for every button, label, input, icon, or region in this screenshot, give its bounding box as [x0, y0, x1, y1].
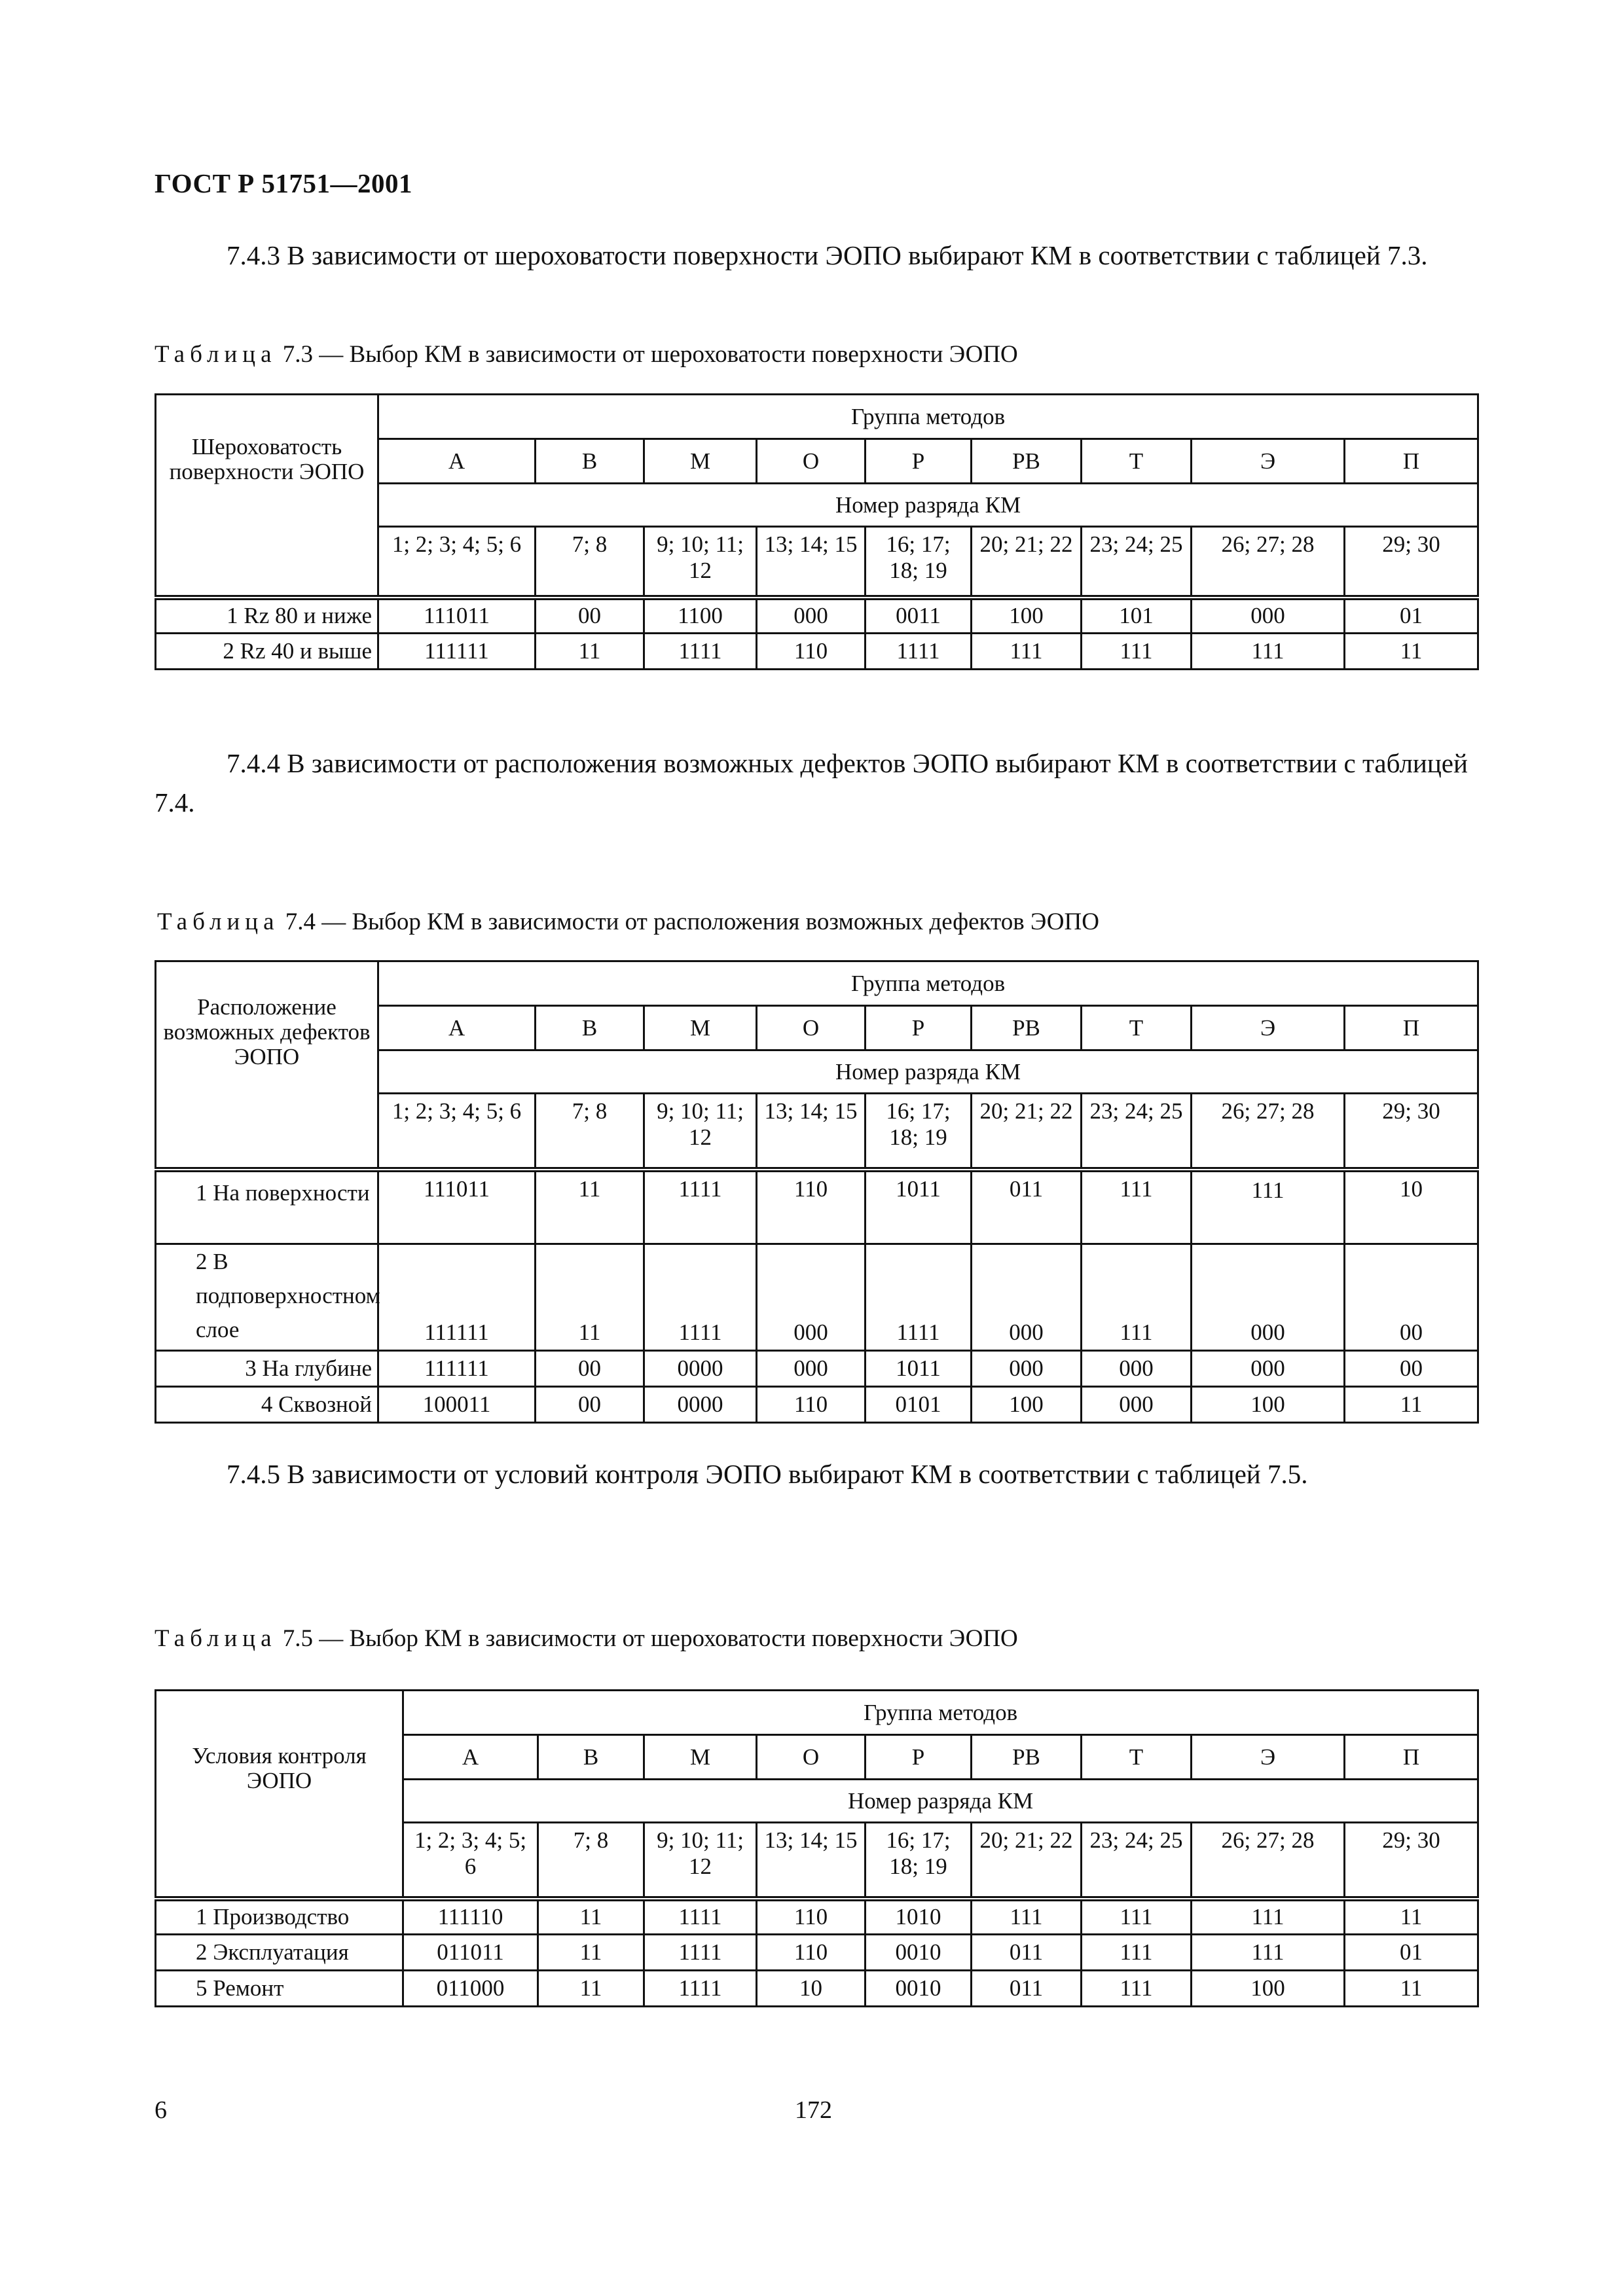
row-label: 4 Сквозной	[156, 1387, 378, 1423]
code-cell: 7; 8	[536, 527, 644, 598]
code-cell: 7; 8	[538, 1823, 644, 1899]
caption-text: 7.3 — Выбор КМ в зависимости от шероховатости поверхности ЭОПО	[282, 341, 1018, 368]
value-cell: 000	[1082, 1351, 1192, 1387]
value-cell: 0010	[866, 1935, 972, 1971]
group-rv: РВ	[972, 1735, 1082, 1780]
group-header: Группа методов	[378, 961, 1478, 1006]
caption-text: 7.5 — Выбор КМ в зависимости от шероховатости поверхности ЭОПО	[282, 1625, 1018, 1652]
group-a: А	[403, 1735, 538, 1780]
value-cell: 0000	[644, 1387, 757, 1423]
group-t: Т	[1082, 1735, 1192, 1780]
group-header: Группа методов	[378, 395, 1478, 439]
code-cell: 13; 14; 15	[757, 1823, 866, 1899]
value-cell: 000	[972, 1244, 1082, 1351]
row-label: 1 На поверхности	[156, 1170, 378, 1244]
table-7-3-caption	[155, 340, 1018, 368]
value-cell: 1111	[866, 1244, 972, 1351]
table-7-5	[155, 1689, 1479, 2007]
value-cell: 00	[1345, 1244, 1478, 1351]
value-cell: 100	[1192, 1971, 1345, 2007]
value-cell: 00	[536, 598, 644, 634]
paragraph-7-4-5: 7.4.5 В зависимости от условий контроля ЭОПО выбирают КМ в соответствии с таблицей 7.5.	[227, 1459, 1308, 1489]
value-cell: 110	[757, 1935, 866, 1971]
paragraph-7-4-4: 7.4.4 В зависимости от расположения возможных дефектов ЭОПО выбирают КМ в соответствии с таблицей 7.4.	[155, 748, 1468, 817]
value-cell: 111	[1192, 1935, 1345, 1971]
group-m: М	[644, 439, 757, 484]
group-r: Р	[866, 1006, 972, 1050]
row-label: 1 Производство	[156, 1899, 403, 1935]
row-label: 2 В подповерхностном слое	[156, 1244, 378, 1351]
value-cell: 1111	[644, 1971, 757, 2007]
value-cell: 0010	[866, 1971, 972, 2007]
code-cell: 9; 10; 11; 12	[644, 1094, 757, 1170]
table-7-3	[155, 393, 1479, 670]
group-rv: РВ	[972, 439, 1082, 484]
value-cell: 000	[757, 598, 866, 634]
value-cell: 011000	[403, 1971, 538, 2007]
table-7-4-caption	[157, 908, 1099, 936]
value-cell: 111	[1082, 1244, 1192, 1351]
code-cell: 16; 17; 18; 19	[866, 1823, 972, 1899]
code-cell: 23; 24; 25	[1082, 1094, 1192, 1170]
value-cell: 000	[1192, 1351, 1345, 1387]
value-cell: 100	[972, 598, 1082, 634]
value-cell: 111011	[378, 598, 536, 634]
value-cell: 11	[536, 1244, 644, 1351]
group-a: А	[378, 439, 536, 484]
value-cell: 111	[1082, 634, 1192, 670]
code-cell: 23; 24; 25	[1082, 527, 1192, 598]
value-cell: 000	[757, 1244, 866, 1351]
group-t: Т	[1082, 1006, 1192, 1050]
table-row	[156, 598, 1478, 634]
table-row	[156, 1244, 1478, 1351]
table-row	[156, 1387, 1478, 1423]
group-e: Э	[1192, 1735, 1345, 1780]
group-v: В	[538, 1735, 644, 1780]
value-cell: 11	[538, 1935, 644, 1971]
value-cell: 100	[972, 1387, 1082, 1423]
value-cell: 11	[1345, 634, 1478, 670]
row-label: 1 Rz 80 и ниже	[156, 598, 378, 634]
table-row	[156, 1899, 1478, 1935]
value-cell: 11	[1345, 1899, 1478, 1935]
table-row	[156, 1971, 1478, 2007]
table-row	[156, 1351, 1478, 1387]
value-cell: 1111	[644, 1935, 757, 1971]
row-label: 3 На глубине	[156, 1351, 378, 1387]
value-cell: 110	[757, 1899, 866, 1935]
value-cell: 111	[1082, 1899, 1192, 1935]
value-cell: 110	[757, 1170, 866, 1244]
value-cell: 11	[536, 634, 644, 670]
group-e: Э	[1192, 439, 1345, 484]
group-e: Э	[1192, 1006, 1345, 1050]
group-t: Т	[1082, 439, 1192, 484]
code-cell: 29; 30	[1345, 527, 1478, 598]
table-row	[156, 1170, 1478, 1244]
value-cell: 111	[1082, 1971, 1192, 2007]
group-o: О	[757, 439, 866, 484]
group-r: Р	[866, 439, 972, 484]
row-label: 5 Ремонт	[156, 1971, 403, 2007]
value-cell: 000	[1082, 1387, 1192, 1423]
code-cell: 13; 14; 15	[757, 527, 866, 598]
value-cell: 01	[1345, 1935, 1478, 1971]
code-cell: 13; 14; 15	[757, 1094, 866, 1170]
value-cell: 0011	[866, 598, 972, 634]
value-cell: 111	[1082, 1935, 1192, 1971]
page-number-center: 172	[795, 2096, 832, 2124]
value-cell: 111	[1082, 1170, 1192, 1244]
value-cell: 1111	[866, 634, 972, 670]
row-label: 2 Rz 40 и выше	[156, 634, 378, 670]
value-cell: 1011	[866, 1351, 972, 1387]
value-cell: 111	[972, 634, 1082, 670]
stub-header: Расположение возможных дефектов ЭОПО	[156, 961, 378, 1170]
value-cell: 101	[1082, 598, 1192, 634]
code-cell: 1; 2; 3; 4; 5; 6	[403, 1823, 538, 1899]
group-header: Группа методов	[403, 1691, 1478, 1735]
value-cell: 11	[538, 1971, 644, 2007]
value-cell: 1111	[644, 1899, 757, 1935]
value-cell: 000	[1192, 1244, 1345, 1351]
value-cell: 10	[1345, 1170, 1478, 1244]
paragraph-7-4-3: 7.4.3 В зависимости от шероховатости поверхности ЭОПО выбирают КМ в соответствии с таблицей 7.3.	[227, 240, 1428, 270]
value-cell: 111111	[378, 1244, 536, 1351]
value-cell: 011	[972, 1971, 1082, 2007]
value-cell: 1100	[644, 598, 757, 634]
row-label: 2 Эксплуатация	[156, 1935, 403, 1971]
group-m: М	[644, 1735, 757, 1780]
table-row	[156, 1935, 1478, 1971]
code-cell: 26; 27; 28	[1192, 527, 1345, 598]
code-cell: 29; 30	[1345, 1823, 1478, 1899]
table-row	[156, 634, 1478, 670]
code-cell: 26; 27; 28	[1192, 1094, 1345, 1170]
code-cell: 26; 27; 28	[1192, 1823, 1345, 1899]
value-cell: 011	[972, 1170, 1082, 1244]
code-cell: 16; 17; 18; 19	[866, 527, 972, 598]
number-header: Номер разряда КМ	[403, 1780, 1478, 1823]
number-header: Номер разряда КМ	[378, 484, 1478, 527]
page-number-left: 6	[155, 2096, 167, 2124]
table-7-5-caption	[155, 1624, 1018, 1653]
code-cell: 20; 21; 22	[972, 1823, 1082, 1899]
value-cell: 111110	[403, 1899, 538, 1935]
group-r: Р	[866, 1735, 972, 1780]
value-cell: 1111	[644, 634, 757, 670]
code-cell: 16; 17; 18; 19	[866, 1094, 972, 1170]
code-cell: 20; 21; 22	[972, 527, 1082, 598]
value-cell: 000	[1192, 598, 1345, 634]
value-cell: 1010	[866, 1899, 972, 1935]
group-rv: РВ	[972, 1006, 1082, 1050]
code-cell: 23; 24; 25	[1082, 1823, 1192, 1899]
caption-label: Таблица	[155, 341, 277, 368]
group-m: М	[644, 1006, 757, 1050]
caption-label: Таблица	[157, 908, 280, 935]
value-cell: 011011	[403, 1935, 538, 1971]
stub-header: Условия контроля ЭОПО	[156, 1691, 403, 1899]
code-cell: 7; 8	[536, 1094, 644, 1170]
value-cell: 01	[1345, 598, 1478, 634]
code-cell: 9; 10; 11; 12	[644, 1823, 757, 1899]
value-cell: 111	[972, 1899, 1082, 1935]
value-cell: 111	[1192, 1899, 1345, 1935]
value-cell: 1111	[644, 1170, 757, 1244]
caption-text: 7.4 — Выбор КМ в зависимости от расположения возможных дефектов ЭОПО	[285, 908, 1099, 935]
group-v: В	[536, 439, 644, 484]
value-cell: 00	[536, 1351, 644, 1387]
value-cell: 111	[1192, 1170, 1345, 1244]
table-7-4	[155, 960, 1479, 1424]
code-cell: 20; 21; 22	[972, 1094, 1082, 1170]
value-cell: 011	[972, 1935, 1082, 1971]
value-cell: 100011	[378, 1387, 536, 1423]
value-cell: 11	[1345, 1971, 1478, 2007]
value-cell: 110	[757, 1387, 866, 1423]
value-cell: 1111	[644, 1244, 757, 1351]
number-header: Номер разряда КМ	[378, 1050, 1478, 1094]
value-cell: 111	[1192, 634, 1345, 670]
document-header: ГОСТ Р 51751—2001	[155, 168, 412, 198]
group-p: П	[1345, 1735, 1478, 1780]
value-cell: 10	[757, 1971, 866, 2007]
code-cell: 9; 10; 11; 12	[644, 527, 757, 598]
value-cell: 111111	[378, 634, 536, 670]
value-cell: 11	[536, 1170, 644, 1244]
stub-header: Шероховатость поверхности ЭОПО	[156, 395, 378, 598]
value-cell: 0000	[644, 1351, 757, 1387]
code-cell: 29; 30	[1345, 1094, 1478, 1170]
group-a: А	[378, 1006, 536, 1050]
value-cell: 11	[1345, 1387, 1478, 1423]
caption-label: Таблица	[155, 1625, 277, 1652]
value-cell: 110	[757, 634, 866, 670]
code-cell: 1; 2; 3; 4; 5; 6	[378, 527, 536, 598]
value-cell: 1011	[866, 1170, 972, 1244]
value-cell: 111011	[378, 1170, 536, 1244]
value-cell: 0101	[866, 1387, 972, 1423]
value-cell: 11	[538, 1899, 644, 1935]
value-cell: 111111	[378, 1351, 536, 1387]
code-cell: 1; 2; 3; 4; 5; 6	[378, 1094, 536, 1170]
group-v: В	[536, 1006, 644, 1050]
group-o: О	[757, 1006, 866, 1050]
group-o: О	[757, 1735, 866, 1780]
group-p: П	[1345, 439, 1478, 484]
value-cell: 000	[972, 1351, 1082, 1387]
value-cell: 000	[757, 1351, 866, 1387]
value-cell: 00	[1345, 1351, 1478, 1387]
value-cell: 100	[1192, 1387, 1345, 1423]
value-cell: 00	[536, 1387, 644, 1423]
group-p: П	[1345, 1006, 1478, 1050]
